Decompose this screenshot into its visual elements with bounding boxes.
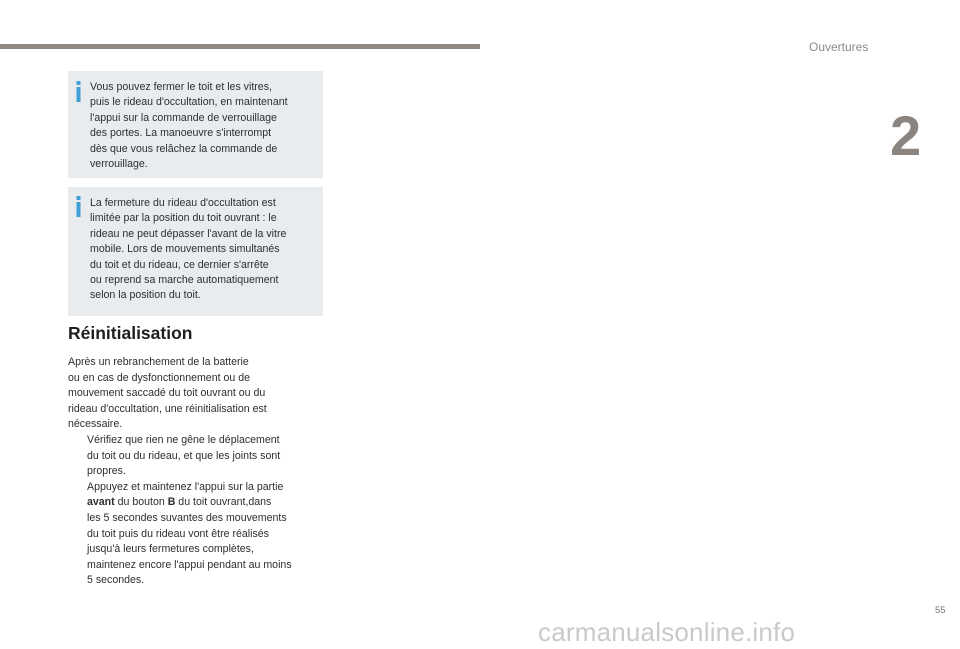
info-box-2-text: La fermeture du rideau d'occultation est limitée par la position du toit ouvrant : le rideau ne peut dépasser l'avant de la vitre mobile. Lors de mouvements simultanés du toit et du rideau, ce dernier s'arrête ou reprend sa marche automatiquement selon la position du toit. (90, 197, 287, 302)
step-2 (68, 480, 328, 589)
watermark: carmanualsonline.info (538, 617, 796, 647)
chapter-number: 2 (890, 104, 922, 167)
bold-term: avant (87, 496, 115, 509)
section-heading: Réinitialisation (68, 323, 193, 343)
info-box-1-text: Vous pouvez fermer le toit et les vitres, puis le rideau d'occultation, en maintenant l'appui sur la commande de verrouillage des portes. La manoeuvre s'interrompt dès que vous relâchez la commande de verrouillage. (90, 81, 288, 171)
info-icon (74, 81, 83, 102)
reset-body (68, 355, 328, 589)
page-number: 55 (935, 605, 946, 616)
section-title: Ouvertures (809, 40, 869, 54)
info-box-2 (68, 187, 323, 316)
header-rule (0, 44, 480, 49)
reset-intro: Après un rebranchement de la batterie ou en cas de dysfonctionnement ou de mouvement saccadé du toit ouvrant ou du rideau d'occultation, une réinitialisation est nécessaire. (68, 356, 267, 431)
step-2-text: Appuyez et maintenez l'appui sur la partie avant du bouton B du toit ouvrant,dans les 5 secondes suvantes des mouvements du toit puis du rideau vont être réalisés jusqu'à leurs fermetures complètes, maintenez encore l'appui pendant au moins 5 secondes. (87, 480, 292, 587)
button-label: B (167, 496, 176, 509)
step-1-text: Vérifiez que rien ne gêne le déplacement du toit ou du rideau, et que les joints sont propres. (87, 433, 281, 478)
info-icon (74, 196, 83, 217)
step-1 (68, 433, 328, 480)
info-box-1 (68, 71, 323, 178)
